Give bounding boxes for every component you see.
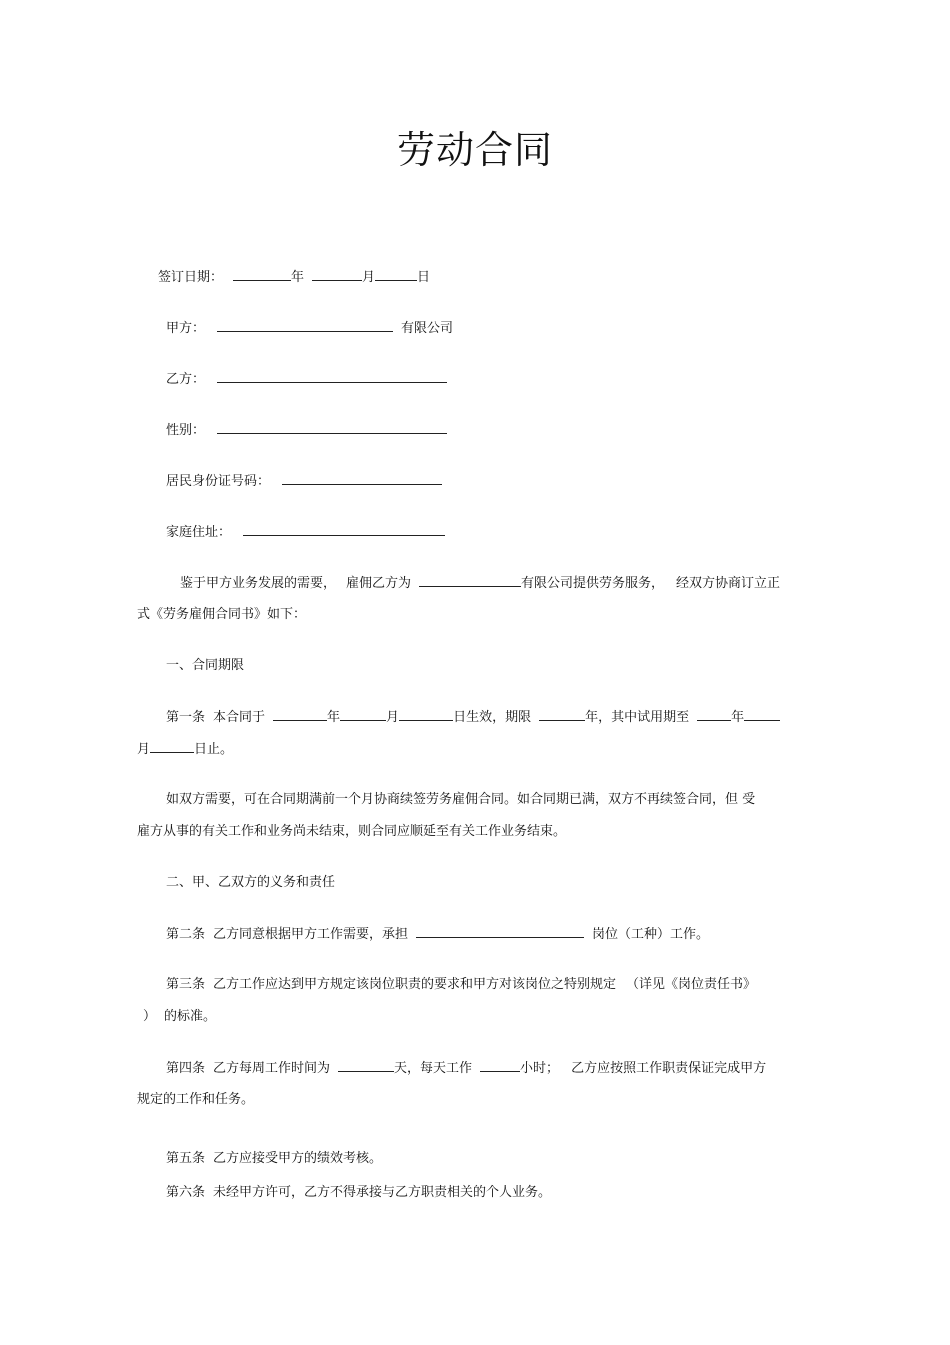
start-year-blank[interactable] xyxy=(273,708,327,721)
trial-year-blank[interactable] xyxy=(697,708,731,721)
article-5-line xyxy=(166,1150,382,1168)
sign-day-unit: 日 xyxy=(417,270,431,285)
article-4-text1: 乙方每周工作时间为 xyxy=(213,1061,331,1076)
start-month-blank[interactable] xyxy=(340,708,386,721)
article-3-text3: 的标准。 xyxy=(164,1009,217,1024)
article-1-line-2 xyxy=(137,740,233,759)
start-day-blank[interactable] xyxy=(399,708,453,721)
article-1-line-1 xyxy=(166,708,780,727)
address-label: 家庭住址： xyxy=(166,525,232,540)
start-year-unit: 年 xyxy=(327,710,341,725)
id-number-blank[interactable] xyxy=(282,472,442,485)
sign-date-label: 签订日期： xyxy=(158,270,224,285)
article-2-label: 第二条 xyxy=(166,927,206,942)
article-1-label: 第一条 xyxy=(166,710,206,725)
article-2-line xyxy=(166,925,709,944)
position-blank[interactable] xyxy=(416,925,584,938)
intro-line-2: 式《劳务雇佣合同书》如下： xyxy=(137,607,307,622)
intro-company-blank[interactable] xyxy=(419,574,521,587)
work-days-blank[interactable] xyxy=(338,1059,394,1072)
article-4-days: 天，每天工作 xyxy=(394,1061,473,1076)
id-number-label: 居民身份证号码： xyxy=(166,474,271,489)
renewal-line-1: 如双方需要，可在合同期满前一个月协商续签劳务雇佣合同。如合同期已满，双方不再续签合同，但 受 xyxy=(166,792,756,807)
article-1-text1: 本合同于 xyxy=(213,710,266,725)
sign-month-unit: 月 xyxy=(362,270,376,285)
sign-year-blank[interactable] xyxy=(233,268,291,281)
section-2-heading: 二、甲、乙双方的义务和责任 xyxy=(166,875,336,890)
address-line xyxy=(166,523,445,542)
trial-day-blank[interactable] xyxy=(150,740,194,753)
sign-year-unit: 年 xyxy=(291,270,305,285)
article-4-hours: 小时； xyxy=(520,1061,560,1076)
intro-part2: 雇佣乙方为 xyxy=(346,576,412,591)
party-a-label: 甲方： xyxy=(166,321,206,336)
article-6-text: 未经甲方许可，乙方不得承接与乙方职责相关的个人业务。 xyxy=(213,1185,552,1200)
article-4-line-2: 规定的工作和任务。 xyxy=(137,1092,255,1107)
document-title: 劳动合同 xyxy=(396,128,553,172)
intro-part4: 经双方协商订立正 xyxy=(676,576,781,591)
article-6-label: 第六条 xyxy=(166,1185,206,1200)
article-3-line-1 xyxy=(166,976,756,994)
article-1-end: 日止。 xyxy=(194,742,234,757)
party-a-suffix: 有限公司 xyxy=(401,321,454,336)
gender-blank[interactable] xyxy=(217,421,447,434)
article-4-text2: 乙方应按照工作职责保证完成甲方 xyxy=(571,1061,767,1076)
work-hours-blank[interactable] xyxy=(480,1059,520,1072)
sign-date-line xyxy=(158,268,430,287)
article-5-label: 第五条 xyxy=(166,1151,206,1166)
intro-part1: 鉴于甲方业务发展的需要， xyxy=(180,576,337,591)
address-blank[interactable] xyxy=(243,523,445,536)
sign-day-blank[interactable] xyxy=(375,268,417,281)
intro-part3: 有限公司提供劳务服务， xyxy=(521,576,665,591)
gender-line xyxy=(166,421,447,440)
trial-year-unit: 年 xyxy=(731,710,745,725)
id-number-line xyxy=(166,472,442,491)
article-4-label: 第四条 xyxy=(166,1061,206,1076)
party-a-line xyxy=(166,319,453,338)
article-5-text: 乙方应接受甲方的绩效考核。 xyxy=(213,1151,383,1166)
article-4-line-1 xyxy=(166,1059,766,1078)
sign-month-blank[interactable] xyxy=(312,268,362,281)
gender-label: 性别： xyxy=(166,423,206,438)
article-6-line xyxy=(166,1184,551,1202)
section-1-heading: 一、合同期限 xyxy=(166,658,245,673)
party-b-blank[interactable] xyxy=(217,370,447,383)
intro-line-1 xyxy=(180,574,780,593)
start-month-unit: 月 xyxy=(386,710,400,725)
trial-month-unit: 月 xyxy=(137,742,151,757)
article-1-trial: 年，其中试用期至 xyxy=(585,710,690,725)
article-1-effective: 日生效，期限 xyxy=(453,710,532,725)
article-3-paren: ） xyxy=(143,1009,157,1024)
trial-month-blank[interactable] xyxy=(744,708,780,721)
party-b-label: 乙方： xyxy=(166,372,206,387)
renewal-line-2: 雇方从事的有关工作和业务尚未结束，则合同应顺延至有关工作业务结束。 xyxy=(137,824,567,839)
article-3-text1: 乙方工作应达到甲方规定该岗位职责的要求和甲方对该岗位之特别规定 xyxy=(213,977,617,992)
article-3-text2: （详见《岗位责任书》 xyxy=(626,977,757,992)
article-2-text2: 岗位（工种）工作。 xyxy=(592,927,710,942)
article-3-line-2 xyxy=(143,1008,216,1026)
article-3-label: 第三条 xyxy=(166,977,206,992)
party-b-line xyxy=(166,370,447,389)
party-a-blank[interactable] xyxy=(217,319,393,332)
term-years-blank[interactable] xyxy=(539,708,585,721)
article-2-text1: 乙方同意根据甲方工作需要，承担 xyxy=(213,927,409,942)
